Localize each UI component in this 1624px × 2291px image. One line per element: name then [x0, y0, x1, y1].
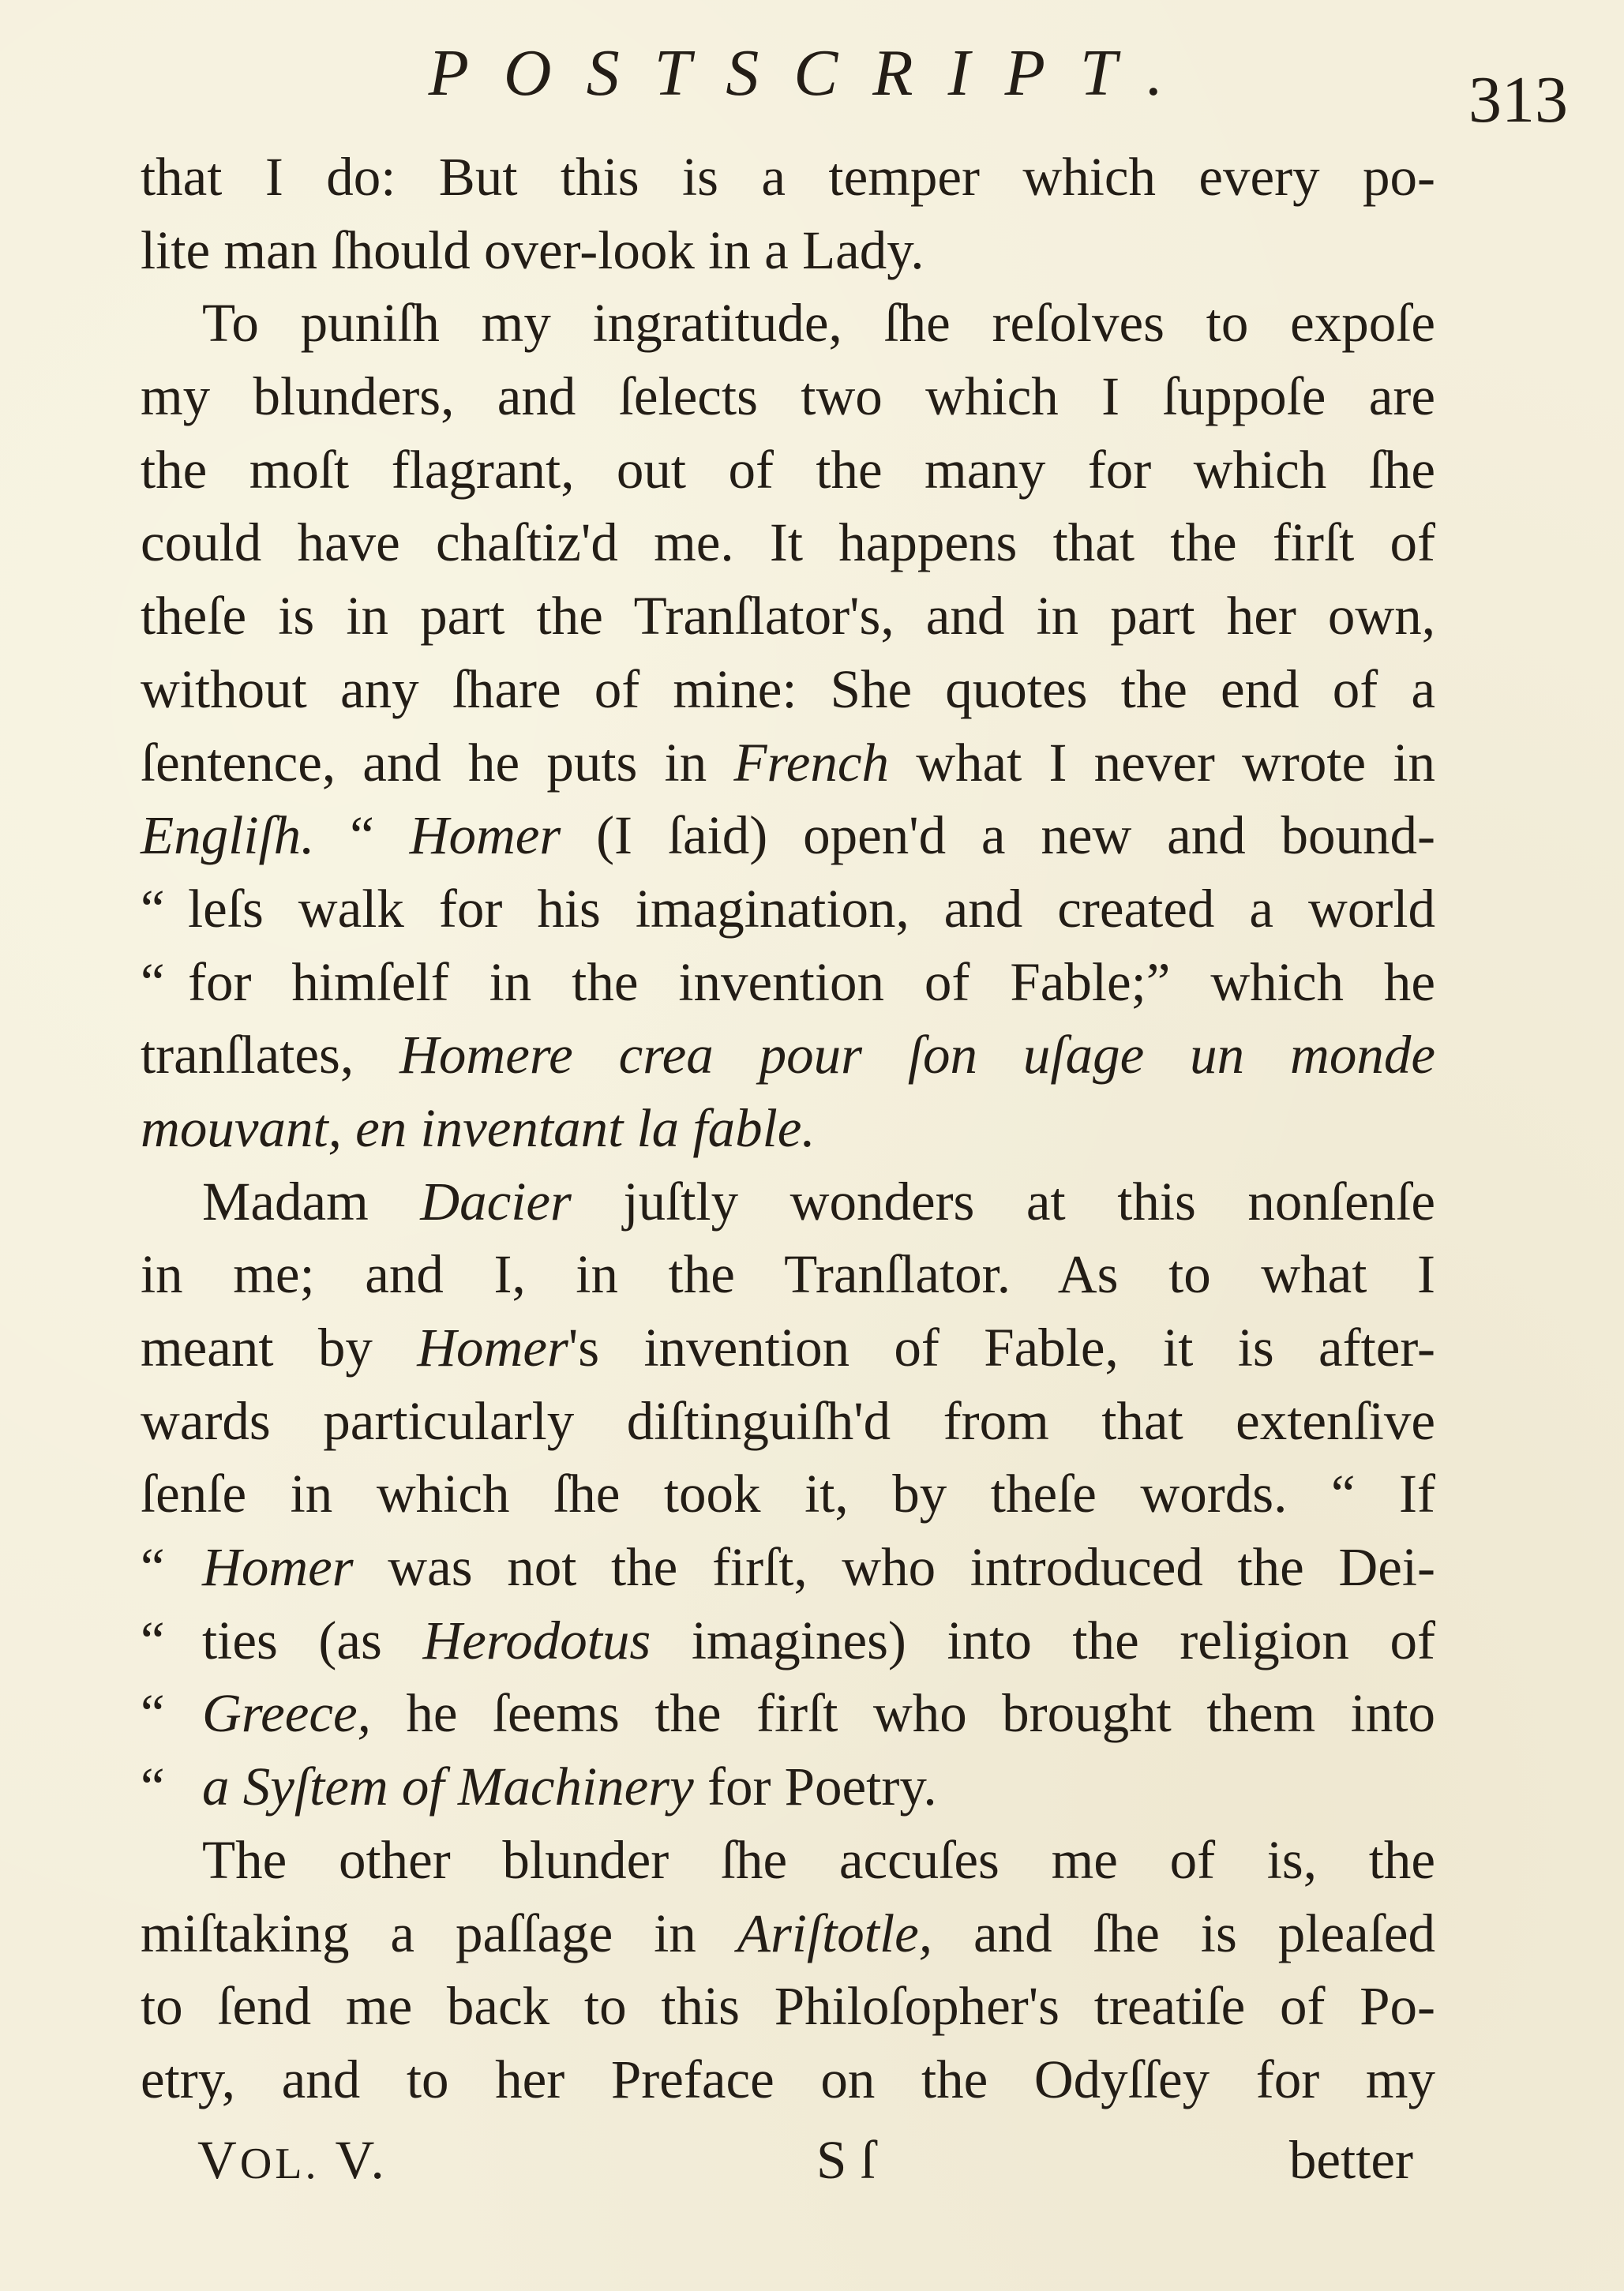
text-line: [141, 1092, 1435, 1165]
italic-run: Homere crea pour ſon uſage un monde: [399, 1025, 1435, 1086]
text-line: [141, 1897, 1435, 1970]
text-line: [141, 1604, 1435, 1678]
volume-number: V.: [335, 2130, 388, 2190]
italic-run: a Syſtem of Machinery: [202, 1757, 694, 1817]
volume-prefix: V: [197, 2130, 240, 2190]
italic-run: Homer: [409, 805, 561, 866]
italic-run: Homer: [417, 1318, 568, 1378]
text-line: [141, 872, 1435, 946]
text-line: [141, 2043, 1435, 2117]
text-line: [141, 1677, 1435, 1750]
volume-mark: [197, 2124, 388, 2200]
italic-run: mouvant, en inventant la fable.: [141, 1097, 816, 1158]
quote-mark: “: [141, 1757, 165, 1817]
text-run: leſs walk for his imagination, and created a world: [188, 878, 1435, 939]
page-number: 313: [1468, 63, 1568, 137]
text-run: lite man ſhould over-look in a Lady.: [141, 219, 925, 280]
text-run: to ſend me back to this Philoſopher's treatiſe of Po-: [141, 1976, 1435, 2037]
text-run: in me; and I, in the Tranſlator. As to what I: [141, 1244, 1435, 1305]
text-line: [141, 1970, 1435, 2043]
text-run: and ſhe is pleaſed: [932, 1903, 1435, 1963]
signature-line: [197, 2124, 1413, 2196]
body-text: [141, 141, 1435, 2117]
quote-mark: “: [141, 951, 165, 1012]
text-line: [141, 1165, 1435, 1239]
text-run: my blunders, and ſelects two which I ſuppoſe are: [141, 366, 1435, 427]
text-run: 's invention of Fable, it is after-: [568, 1318, 1436, 1378]
text-line: [141, 946, 1435, 1019]
text-run: for Poetry.: [693, 1757, 937, 1817]
text-run: ſentence, and he puts in: [141, 732, 734, 793]
text-line: [141, 1018, 1435, 1092]
text-run: etry, and to her Preface on the Odyſſey for my: [141, 2049, 1435, 2109]
italic-run: Homer: [202, 1537, 354, 1598]
text-line: [141, 287, 1435, 360]
text-run: juſtly wonders at this nonſenſe: [571, 1171, 1436, 1232]
text-line: [141, 506, 1435, 579]
text-line: [141, 214, 1435, 287]
text-run: imagines) into the religion of: [651, 1610, 1435, 1670]
text-run: he ſeems the firſt who brought them into: [370, 1683, 1435, 1744]
italic-run: Engliſh.: [141, 805, 315, 866]
quote-mark: “: [141, 1610, 165, 1670]
text-run: without any ſhare of mine: She quotes the end of a: [141, 658, 1435, 719]
text-line: [141, 1824, 1435, 1897]
text-run: wards particularly diſtinguiſh'd from that extenſive: [141, 1390, 1435, 1451]
text-run: the moſt flagrant, out of the many for which ſhe: [141, 439, 1435, 500]
text-run: for himſelf in the invention of Fable;” which he: [188, 951, 1435, 1012]
text-line: [141, 1311, 1435, 1385]
text-line: [141, 1750, 1435, 1824]
text-run: could have chaſtiz'd me. It happens that the firſt of: [141, 512, 1435, 573]
italic-run: Ariſtotle,: [737, 1903, 933, 1963]
italic-run: French: [733, 732, 890, 793]
text-run: theſe is in part the Tranſlator's, and in part her own,: [141, 586, 1435, 647]
text-line: [141, 1531, 1435, 1604]
italic-run: Greece,: [202, 1683, 371, 1744]
text-line: [141, 360, 1435, 433]
quote-mark: “: [141, 1537, 165, 1598]
italic-run: Dacier: [420, 1171, 572, 1232]
text-line: [141, 799, 1435, 872]
text-line: [141, 579, 1435, 653]
text-run: The other blunder ſhe accuſes me of is, the: [202, 1829, 1435, 1890]
quote-mark: “: [141, 1683, 165, 1744]
text-run: meant by: [141, 1318, 418, 1378]
text-line: [141, 1385, 1435, 1458]
text-line: [141, 726, 1435, 800]
text-line: [141, 1457, 1435, 1531]
text-run: ſenſe in which ſhe took it, by theſe words. “ If: [141, 1464, 1435, 1524]
text-line: [141, 141, 1435, 214]
text-run: To puniſh my ingratitude, ſhe reſolves to expoſe: [202, 293, 1435, 354]
signature-mark: S ſ: [816, 2130, 876, 2190]
running-head: POSTSCRIPT.: [428, 36, 1198, 110]
text-run: what I never wrote in: [889, 732, 1435, 793]
quote-mark: “: [141, 878, 165, 939]
text-run: ties (as: [202, 1610, 423, 1670]
text-run: “: [314, 805, 410, 866]
text-run: that I do: But this is a temper which every po-: [141, 147, 1435, 207]
text-run: miſtaking a paſſage in: [141, 1903, 737, 1963]
text-run: (I ſaid) open'd a new and bound-: [561, 805, 1435, 866]
text-run: tranſlates,: [141, 1025, 400, 1086]
text-run: was not the firſt, who introduced the Dei-: [353, 1537, 1435, 1598]
text-run: Madam: [202, 1171, 421, 1232]
text-line: [141, 433, 1435, 507]
italic-run: Herodotus: [422, 1610, 651, 1670]
text-line: [141, 653, 1435, 726]
volume-small-caps: OL.: [239, 2139, 320, 2188]
catchword: better: [1288, 2130, 1413, 2190]
text-line: [141, 1238, 1435, 1311]
